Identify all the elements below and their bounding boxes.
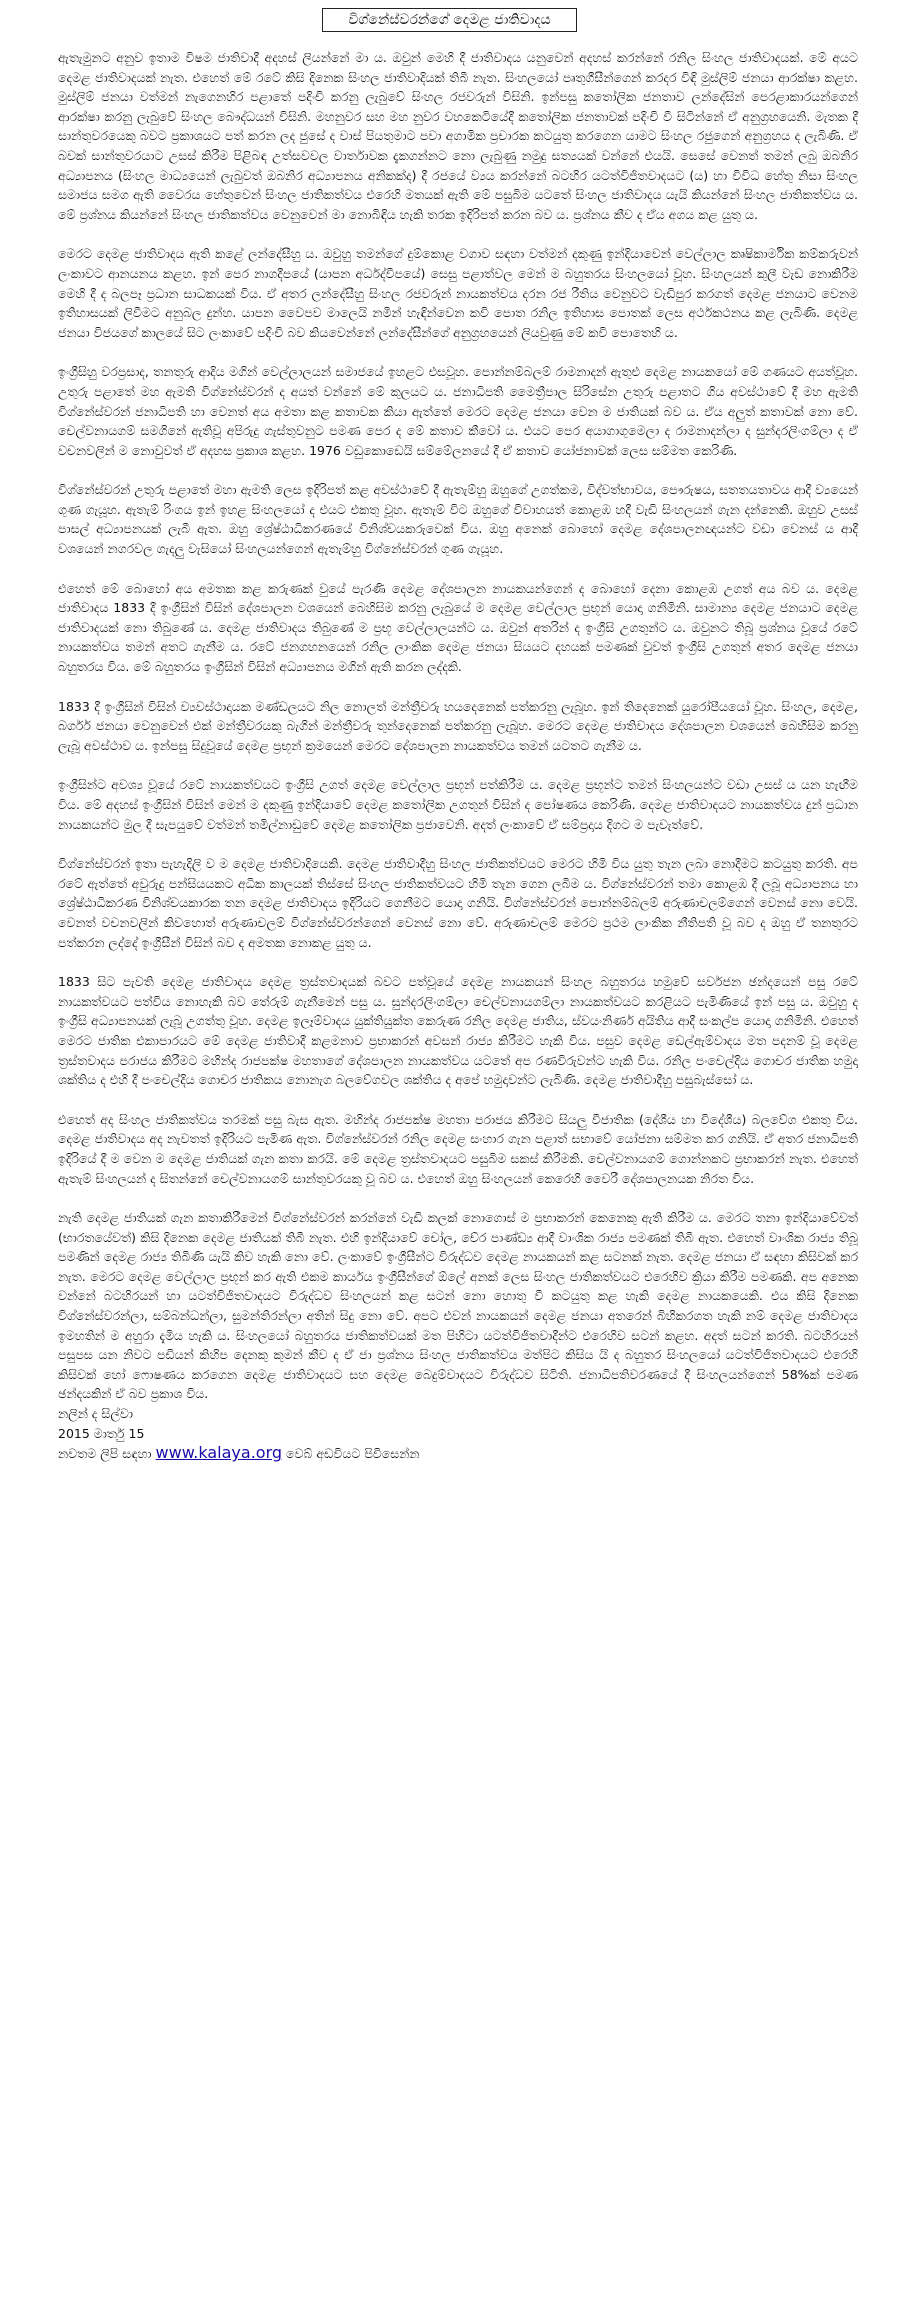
paragraph-9: 1833 සිට පැවති දෙමළ ජාතිවාදය දෙමළ ත්‍රස්තවාදයක් බවට පත්වූයේ දෙමළ නායකයන් සිංහල බහුතරය හමුවේ සර්වජන ඡන්දයෙන් පසු රටේ නායකත්වයට පත්විය නොහැකි බව තේරුම් ගැනීමෙන් පසු ය. සුන්දරලිංගම්ලා චෙල්වනායගම්ලා නායකත්වයට කරළියට පැමිණියේ ඉන් පසු ය. ඔවුහු ද ඉංග්‍රීසි අධ්‍යාපනයක් ලැබූ උගත්තු වූහ. දෙමළ ඉලෑම්වාදය යුක්තියුක්ත කෙරුණ රනිල දෙමළ ජාතිය, ස්වයංනිර්ණ අයිතිය ආදී සංකල්ප යොදා ගනිමිනි. එහෙත් මෙරට ජාතික එකාපාරයට මේ දෙමළ ජාතිවාදී කළමනාව ප්‍රභාකරන් අවසන් රාජ්‍ය කිරීමට හැකි විය. පසුව දෙමළ ඩෙල්ඇම්වාදය මත පදනම් වූ දෙමළ ත්‍රස්තවාදය පරාජය කිරීමට මහින්ද රාජපක්ෂ මහතාගේ දේශපාලන නායකත්වය යටතේ අප රණවිරුවන්ට හැකි විය. රනිල පංචෙල්දිය ගොචර ජාතික හමුදා ශක්තිය ද එහි දී පංචෙල්දිය ගොචර ජාතිකය නොනැග බලවේගවල ශක්තිය ද අපේ හමුදාවන්ට ලැබිණි. දෙමළ ජාතිවාදීහු පසුබැස්සෝ ය. [58, 974, 858, 1088]
kalaya-link[interactable]: www.kalaya.org [155, 1443, 283, 1463]
paragraph-10: එහෙත් අද සිංහල ජාතිකත්වය තරමක් පසු බැස ඇත. මහින්ද රාජපක්ෂ මහතා පරාජය කිරීමට සියලු විජාතික (දේශීය හා විදේශීය) බලවේග එකතු විය. දෙමළ ජාතිවාදය අද නැවතත් ඉදිරියට පැමිණ ඇත. විග්නේස්වරන් රනිල දෙමළ සංහාර ගැන පළාත් සභාවේ යෝජනා සම්මත කර ගනියි. ඒ අතර ජනාධිපති ඉදිරියේ දී ම වෙන ම දෙමළ ජාතියක් ගැන කතා කරයි. මේ දෙමළ ත්‍රස්තවාදයට පසුබිම සකස් කිරීමකි. චෙල්වනායගම් ගොන්නකට ප්‍රභාකරන් නැත. එහෙත් ඇතැම් සිංහලයන් ද සිතන්නේ චෙල්වනායගම් සාන්තුවරයකු වූ බව ය. එහෙත් ඔහු සිංහලයන් කෙරෙහි වෛරී දේශපාලනයක නිරත විය. [58, 1111, 858, 1186]
paragraph-3: ඉංග්‍රීසිහු වරප්‍රසාද, තනතුරු ආදිය මගින් වෙල්ලාලයන් සමාජයේ ඉහළට එසවූහ. පොන්නම්බලම් රාමනාදන් ඇතුළු දෙමළ නායකයෝ මේ ගණයට අයත්වූහ. උතුරු පළාතේ මහ ඇමති විග්නේස්වරන් ද අයත් වන්නේ මේ කුලයට ය. ජනාධිපති මෛත්‍රීපාල සිරිසේන උතුරු පළාතට ගිය අවස්ථාවේ දී මහ ඇමති විග්නේස්වරන් ජනාධිපති හා වෙනත් අය අමතා කළ කතාවක කියා ඇත්තේ මෙරට දෙමළ ජනයා වෙන ම ජාතියක් බව ය. ඒය අලුත් කතාවක් නො වේ. චෙල්වනායගම් සමගිනේ ඇතිවූ අපිරුදු ගැස්තුවනුට පමණ පෙර ද මේ කතාව කීවෝ ය. එයට පෙර අයාගාගුමෙලා ද රාමනාදන්ලා ද සුන්දරලිංගම්ලා ද ඒ වචනවලින් ම නොවුවත් ඒ අදහස ප්‍රකාශ කළහ. 1976 වඩුකොඩෙයි සම්මේලනයේ දී ඒ කතාව යෝජනාවක් ලෙස සම්මත කෙරිණි. [58, 364, 858, 458]
paragraph-6: 1833 දී ඉංග්‍රීසින් විසින් ව්‍යවස්ථාදායක මණ්ඩලයට නිල නොලත් මන්ත්‍රීවරු හයදෙනෙක් පත්කරනු ලැබූහ. ඉන් තිදෙනෙක් යුරෝපීයයෝ වූහ. සිංහල, දෙමළ, බර්ගර් ජනයා වෙනුවෙන් එක් මන්ත්‍රීවරයකු බැගින් මන්ත්‍රීවරු තුන්දෙනෙක් පත්කරනු ලැබූහ. මෙරට දෙමළ ජාතිවාදය දේශපාලන වශයෙන් බෙහිසිම කරනු ලැබූ අවස්ථාව ය. ඉන්පසු සිදුවූයේ දෙමළ ප්‍රභූන් ක්‍රමයෙන් මෙරට දේශපාලන නායකත්වය තමන් යටතට ගැනීම ය. [58, 698, 858, 753]
article-title: විග්නේස්වරන්ගේ දෙමළ ජාතිවාදය [322, 8, 577, 32]
signature-block [58, 1404, 858, 1464]
article-body [58, 48, 858, 1464]
footer-suffix: වෙබ් අඩවියට පිවිසෙන්න [282, 1446, 420, 1462]
paragraph-4: විග්නේස්වරන් උතුරු පළාතේ මහා ඇමති ලෙස ඉදිරිපත් කළ අවස්ථාවේ දී ඇතැම්හු ඔහුගේ උගත්කම, විද්වත්භාවය, පෞරුෂය, සතතයතාවය ආදී ව්‍යයෙන් ගුණ ගැයූහ. ඇතැම් රිංගය ඉන් ඉහළ සිංහලයෝ ද එයට එකතු වූහ. ඇතැම් විට ඔහුගේ විවාහයත් කොළඹ හදී වැඩි සිංහලයන් ගැන දන්නෙකි. ඔහුව උසස් පාසල් අධ්‍යාපනයක් ලැබී ඇත. ඔහු ශ්‍රේෂ්ඨාධිකරණයේ විනිශ්චයකරුවෙක් විය. ඔහු අනෙක් බොහෝ දෙමළ දේශපාලනඥයන්ට වඩා වෙනස් ය ආදී වශයෙන් නගරවල ගැදලු වැසියෝ සිංහලයන්ගෙන් ඇතැම්හු විග්නේස්වරන් ගුණ ගැයූහ. [58, 482, 858, 557]
paragraph-1: ඇතැමුනට අනුව ඉතාම විෂම ජාතිවාදී අදහස් ලියන්නේ මා ය. ඔවුන් මෙහි දී ජාතිවාදය යනුවෙන් අදහස් කරන්නේ රනිල සිංහල ජාතිවාදයක්. මේ අයට දෙමළ ජාතිවාදයක් නැත. එහෙත් මේ රටේ කිසි දිනෙක සිංහල ජාතිවාදියක් තිබී නැත. සිංහලයෝ පෘතුගීසීන්ගෙන් කරදර විඳි මුස්ලිම් ජනයා ආරක්ෂා කළහ. මුස්ලිම් ජනයා වත්මන් නැගෙනහිර පළාතේ පදිංචි කරනු ලැබුවේ සිංහල රජවරුන් විසිනි. ඉන්පසු කතෝලික ජනතාව ලන්දේසින් පෙරළාකාරයන්ගෙන් ආරක්ෂා කරනු ලැබුවේ සිංහල බෞද්ධයන් විසිනි. මහනුවර සහ මහ නුවර වහකෙටියේදී කතෝලික ජනතාවක් පදිංචි වී සිටින්නේ ඒ අනුග්‍රහයෙනි. මැතක දී සාන්තුවරයෙකු බවට ප්‍රකාශයට පත් කරන ලද ජුසේ ද වාස් පියතුමාට පවා අගාමික ප්‍රචාරක කටයුතු කරගෙන යාමට සිංහල රජුගෙන් අනුග්‍රහය ද ලැබිණි. ඒ බවක් සාන්තුවරයාට උසස් කිරීම පිළිබඳ උත්සවවල වාර්තාවක දැකගන්නට නො ලැබුණු නමුදු සත්‍යයක් වන්නේ එයයි. සෙසේ වෙනත් තමන් ලබු ඔබනිර අධ්‍යාපනය (සිංහල මාධ්‍යයෙන් ලැබුවත් ඔබනිර අධ්‍යාපනය අනිකක්ද) දී රජයේ ව්‍යය කරන්නේ බටහිර යටත්විජිතවාදයට (ය) හා විවිධ හේතු නිසා සිංහල සමාජය සමග ඇති වෛරය හේතුවෙන් සිංහල ජාතිකත්වය එරෙහි මතයක් ඇති මේ පසුබිම යටතේ සිංහල ජාතිවාදය යැයි කියන්නේ සිංහල ජාතිකත්වය ය. මේ ප්‍රශ්නය කියන්නේ සිංහල ජාතිකත්වය වෙනුවෙන් මා නොබිඳිය හැකි තරක ඉදිරිපත් කරන බව ය. ප්‍රශ්නය කීව ද ඒය අගය කළ යුතු ය. [58, 50, 858, 222]
paragraph-8: විග්නේස්වරන් ඉතා පැහැදිලි ව ම දෙමළ ජාතිවාදියෙකි. දෙමළ ජාතිවාදීහු සිංහල ජාතිකත්වයට මෙරට හිමි විය යුතු තැන ලබා නොදීමට කටයුතු කරති. අප රටේ ඇත්තේ අවුරුදු පන්සියයකට අධික කාලයක් තිස්සේ සිංහල ජාතිකත්වයට හිමි තැන ගෙන ලබීම ය. විග්නේස්වරන් තමා කොළඹ දී ලබූ අධ්‍යාපනය හා ශ්‍රේෂ්ඨාධිකරණ විනිශ්චයකාරක තන දෙමළ ජාතිවාදය ඉදිරියට ගෙනීමට යොදා ගනියි. විග්නේස්වරන් පොන්නම්බලම් අරුණාචලම්ගෙන් වෙනස් නො වෙයි. වෙනත් වචනවලින් කිවහොත් අරුණාචලම් විග්නේස්වරන්ගෙන් වෙනස් නො වේ. අරුණාචලම් මෙරට ප්‍රථම ලාංකික නීතිපති වූ බව ද ඔහු ඒ තනතුරට පත්කරන ලද්දේ ඉංග්‍රීසීන් විසින් බව ද අමතක නොකළ යුතු ය. [58, 856, 858, 950]
footer-line [58, 1443, 858, 1464]
article-date: 2015 මාර්තු 15 [58, 1425, 145, 1441]
paragraph-2: මෙරට දෙමළ ජාතිවාදය ඇති කළේ ලන්දේසීහු ය. ඔවුහු තමන්ගේ දුම්කොළ වගාව සඳහා වත්මන් දකුණු ඉන්දියාවෙන් වෙල්ලාල කෘෂිකාර්මික කම්කරුවන් ලංකාවට ආනයනය කළහ. ඉන් පෙර නාගදීපයේ (යාපන අර්ධද්වීපයේ) සෙසු පළාත්වල මෙන් ම බහුතරය සිංහලයෝ වූහ. සිංහලයන් කුලී වැඩ නොකිරීම මෙහි දී ද බලපෑ ප්‍රධාන සාධකයක් විය. ඒ අතර ලන්දේසීහු සිංහල රජවරුන් නායකත්වය දරන රජ රීතිය වෙනුවට වැඩිපුර කරගත් දෙමළ ජනයාට වෙනම ඉතිහාසයක් ලිවීමට අනුබල දුන්හ. යාපන වෛපව මාලෙයි නමින් හැඳින්වෙන කවි පොත රනිල ඉතිහාස පොතක් ලෙස අර්ථකථනය කළ ලැබිණි. දෙමළ ජනයා විජයගේ කාලයේ සිට ලංකාවේ පදිංචි බව කියවෙන්නේ ලන්දේසීන්ගේ අනුග්‍රහයෙන් ලියවුණු මේ කවි පොතෙහි ය. [58, 246, 858, 340]
footer-prefix: නවතම ලිපි සඳහා [58, 1446, 156, 1462]
paragraph-11: නැති දෙමළ ජාතියක් ගැන කතාකිරීමෙන් විග්නේස්වරන් කරන්නේ වැඩි කලක් නොගොස් ම ප්‍රභාකරන් කෙනෙකු ඇති කිරීම ය. මෙරට තනා ඉන්දියාවේවත් (භාරතයේවත්) කිසි දිනෙක දෙමළ ජාතියක් තිබී නැත. එහි ඉන්දියාවේ චෝල, චේර පාණ්ඩ්‍ය ආදී වාංශික රාජ්‍ය පමණක් තිබී ඇත. එහෙත් වාංශික රාජ්‍ය තිබූ පමණින් දෙමළ රාජ්‍ය තිබිණි යැයි කිව හැකි නො වේ. ලංකාවේ ඉංග්‍රීසීන්ට විරුද්ධව දෙමළ නායකයන් කළ සටනක් නැත. දෙමළ ජනයා ඒ සඳහා කිසිවක් කර නැත. මෙරට දෙමළ වෙල්ලාල ප්‍රභූන් කර ඇති එකම කාර්යය ඉංග්‍රීසීන්ගේ ඕලේ අනක් ලෙස සිංහල ජාතිකත්වයට එරෙහිව ක්‍රියා කිරීම පමණකි. අප අනෙක වන්නේ බටහිරයන් හා යටත්විජිතවාදයට විරුද්ධව සිංහලයන් කළ සටන් නො හොතු වී කටයුතු කළ හැකි දෙමළ නායකයෙකි. එය කිසි දිනෙක විග්නේස්වරන්ලා, සම්බන්ධන්ලා, සුමන්තිරන්ලා අතින් සිදු නො වේ. අපට එවන් නායකයන් දෙමළ ජනයා අතරෙන් බිහිකරගත හැකි නම් දෙමළ ජාතිවාදය ඉමහතින් ම අහුරා දැමිය හැකි ය. සිංහලයෝ බහුතරය ජාතිකත්වයක් මත පිහිටා යටත්විජිතවාදීන්ට එරෙහිව සටන් කළහ. අදත් සටන් කරති. බටහිරයන් පසුපස යන නිවට පඩියන් කිහිප දෙනකු කුමන් කීව ද ඒ ජා ප්‍රශ්නය සිංහල ජාතිකත්වය මත්පිට කිසිය යි ද බහුතර සිංහලයෝ යටත්විජිතවාදයට එරෙහි කිසිවක් හෝ ෆොෂණය කරගෙන දෙමළ ජාතිවාදයට සහ දෙමළ බෙදුම්වාදයට විරුද්ධව සිටිති. ජනාධිපතිවරණයේ දී සිංහලයන්ගෙන් 58%ක් පමණ ඡන්දයකින් ඒ බව ප්‍රකාශ විය. [58, 1210, 858, 1402]
author-name: නලින් ද සිල්වා [58, 1406, 133, 1422]
paragraph-7: ඉංග්‍රීසින්ට අවශ්‍ය වූයේ රටේ නායකත්වයට ඉංග්‍රීසි උගත් දෙමළ වෙල්ලාල ප්‍රභූන් පත්කිරීම ය. දෙමළ ප්‍රභූන්ට තමන් සිංහලයන්ට වඩා උසස් ය යන හැඟීම විය. මේ අදහස් ඉංග්‍රීසින් විසින් මෙන් ම දකුණු ඉන්දියාවේ දෙමළ කතෝලික උගතුන් විසින් ද පෝෂණය කෙරිණි. දෙමළ ජාතිවාදයට නායකත්වය දුන් ප්‍රධාන නායකයන්ට මුල දී සැපයුවේ වත්මන් තමිල්නාඩුවේ දෙමළ කතෝලික ප්‍රජාවෙනි. අදත් ලංකාවේ ඒ සම්ප්‍රදාය දිගට ම පැවැත්වේ. [58, 777, 858, 832]
paragraph-5: එහෙත් මේ බොහෝ අය අමතක කළ කරුණක් වුයේ පැරණි දෙමළ දේශපාලන නායකයන්ගෙන් ද බොහෝ දෙනා කොළඹ උගත් අය බව ය. දෙමළ ජාතිවාදය 1833 දී ඉංග්‍රීසින් විසින් දේශපාලන වශයෙන් බෙහිසිම කරනු ලැබුයේ ම දෙමළ වෙල්ලාල ප්‍රභූන් යොදා ගනිමිනි. සාමාන්‍ය දෙමළ ජනයාට දෙමළ ජාතිවාදයක් නො තිබුණේ ය. දෙමළ ජාතිවාදය තිබුණේ ම ප්‍රභූ වෙල්ලාලයන්ට ය. ඔවුන් අතරින් ද ඉංග්‍රීසි උගතුන්ට ය. ඔවුනට තිබූ ප්‍රශ්නය වූයේ රටේ නායකත්වය තමන් අතට ගැනීම ය. රටේ ජනගහනයෙන් රනිල ලාංකික දෙමළ ජනයා සියයට දහයක් පමණක් වුවත් ඉංග්‍රීසි උගතුන් අතර දෙමළ ජනයා බහුතරය විය. මේ බහුතරය ඉංග්‍රීසින් විසින් අධ්‍යාපනය මගින් ඇති කරන ලද්දකි. [58, 580, 858, 675]
